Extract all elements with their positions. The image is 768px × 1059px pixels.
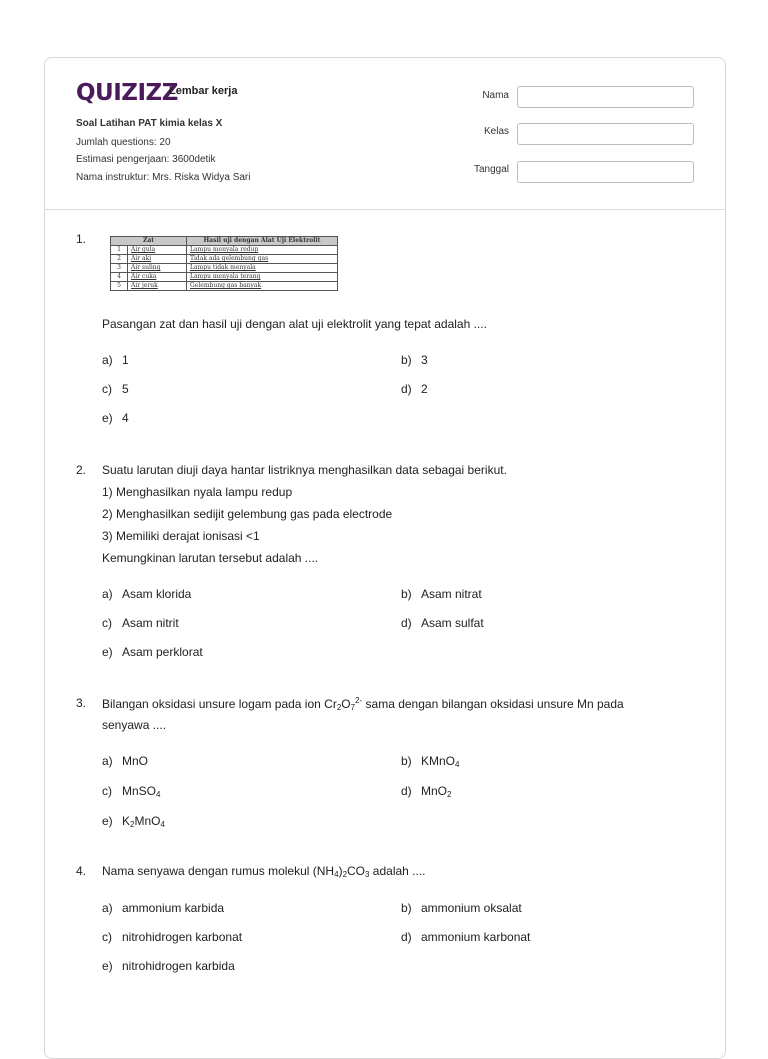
option-subscript: 4 xyxy=(160,820,165,829)
option-letter: a) xyxy=(102,587,113,601)
q2-option-e[interactable] xyxy=(102,645,203,659)
question-count: Jumlah questions: 20 xyxy=(76,137,171,148)
option-letter: a) xyxy=(102,901,113,915)
kelas-field[interactable] xyxy=(517,123,694,145)
q4-text-b: ) xyxy=(338,864,343,878)
question-2-line: Suatu larutan diuji daya hantar listriknya menghasilkan data sebagai berikut. xyxy=(102,463,507,477)
tanggal-label: Tanggal xyxy=(473,164,509,175)
row-number: 2 xyxy=(111,255,128,264)
q4-option-b[interactable] xyxy=(401,901,522,915)
q4-option-e[interactable] xyxy=(102,959,235,973)
q4-text-c: CO xyxy=(347,864,366,878)
q3-option-d[interactable] xyxy=(401,784,451,799)
option-letter: c) xyxy=(102,382,112,396)
table-row xyxy=(111,255,338,264)
row-zat: Air jeruk xyxy=(128,282,187,291)
option-text: 2 xyxy=(421,382,428,396)
worksheet-header xyxy=(45,58,725,210)
tanggal-field[interactable] xyxy=(517,161,694,183)
option-letter: b) xyxy=(401,353,412,367)
question-2-line: 1) Menghasilkan nyala lampu redup xyxy=(102,485,293,499)
q3-text-c: sama dengan bilangan oksidasi unsure Mn pada xyxy=(362,697,624,711)
option-subscript: 4 xyxy=(455,760,460,769)
q3-sub-o: 7 xyxy=(350,703,356,712)
option-text: MnO xyxy=(122,754,149,768)
q2-option-c[interactable] xyxy=(102,616,179,630)
q1-option-d[interactable] xyxy=(401,382,428,396)
row-hasil: Lampu menyala terang xyxy=(187,273,338,282)
option-text: 5 xyxy=(122,382,129,396)
option-letter: b) xyxy=(401,754,412,768)
q4-sub-1: 4 xyxy=(334,870,339,879)
q1-option-b[interactable] xyxy=(401,353,428,367)
option-letter: d) xyxy=(401,784,412,798)
row-hasil: Tidak ada gelembung gas xyxy=(187,255,338,264)
option-letter: a) xyxy=(102,754,113,768)
option-letter: d) xyxy=(401,930,412,944)
q2-option-b[interactable] xyxy=(401,587,482,601)
option-subscript: 4 xyxy=(156,790,161,799)
row-number: 1 xyxy=(111,246,128,255)
option-text: 3 xyxy=(421,353,428,367)
table-header-zat: Zat xyxy=(111,237,187,246)
worksheet-title: Soal Latihan PAT kimia kelas X xyxy=(76,118,223,129)
option-letter: c) xyxy=(102,616,112,630)
question-2-line: 2) Menghasilkan sedijit gelembung gas pada electrode xyxy=(102,507,393,521)
q3-option-b[interactable] xyxy=(401,754,459,769)
question-4-number: 4. xyxy=(76,864,87,878)
table-row xyxy=(111,273,338,282)
question-3-line2: senyawa .... xyxy=(102,718,167,732)
q3-sub-cr: 2 xyxy=(336,703,342,712)
row-hasil: Lampu tidak menyala xyxy=(187,264,338,273)
table-row xyxy=(111,264,338,273)
option-text: Asam nitrat xyxy=(421,587,482,601)
q2-option-d[interactable] xyxy=(401,616,484,630)
q3-text-b: O xyxy=(341,697,351,711)
q4-option-c[interactable] xyxy=(102,930,242,944)
row-number: 4 xyxy=(111,273,128,282)
option-subscript: 2 xyxy=(447,790,452,799)
question-2-line: 3) Memiliki derajat ionisasi <1 xyxy=(102,529,260,543)
option-letter: d) xyxy=(401,382,412,396)
option-letter: e) xyxy=(102,645,113,659)
q3-option-a[interactable] xyxy=(102,754,148,768)
option-text-mid: MnO xyxy=(134,814,161,828)
option-letter: c) xyxy=(102,930,112,944)
option-text: ammonium karbonat xyxy=(421,930,531,944)
q4-text-d: adalah .... xyxy=(369,864,426,878)
question-1-number: 1. xyxy=(76,232,87,246)
row-zat: Air suling xyxy=(128,264,187,273)
option-letter: e) xyxy=(102,959,113,973)
table-row xyxy=(111,282,338,291)
question-3-number: 3. xyxy=(76,696,87,710)
q3-option-c[interactable] xyxy=(102,784,160,799)
question-3-text xyxy=(102,696,624,712)
q4-option-a[interactable] xyxy=(102,901,224,915)
nama-label: Nama xyxy=(482,90,509,101)
option-letter: a) xyxy=(102,353,113,367)
option-letter: e) xyxy=(102,814,113,828)
option-text: 4 xyxy=(122,411,129,425)
q3-charge: 2- xyxy=(355,696,363,705)
q3-option-e[interactable] xyxy=(102,814,165,829)
option-text: nitrohidrogen karbida xyxy=(122,959,235,973)
table-header-hasil: Hasil uji dengan Alat Uji Elektrolit xyxy=(187,237,338,246)
option-text: K xyxy=(122,814,131,828)
row-hasil: Gelembung gas banyak xyxy=(187,282,338,291)
electrolyte-table xyxy=(110,236,338,291)
option-letter: b) xyxy=(401,587,412,601)
row-zat: Air aki xyxy=(128,255,187,264)
q1-option-a[interactable] xyxy=(102,353,129,367)
nama-field[interactable] xyxy=(517,86,694,108)
row-number: 5 xyxy=(111,282,128,291)
question-1-text: Pasangan zat dan hasil uji dengan alat uji elektrolit yang tepat adalah .... xyxy=(102,317,487,331)
q4-text-a: Nama senyawa dengan rumus molekul (NH xyxy=(102,864,335,878)
quizizz-logo: QUIZIZZ xyxy=(76,80,178,106)
option-text: MnO xyxy=(421,784,448,798)
table-row xyxy=(111,246,338,255)
option-text: Asam perklorat xyxy=(122,645,203,659)
option-text: Asam nitrit xyxy=(122,616,179,630)
option-text: nitrohidrogen karbonat xyxy=(122,930,243,944)
question-2-number: 2. xyxy=(76,463,87,477)
option-text: 1 xyxy=(122,353,129,367)
instructor-name: Nama instruktur: Mrs. Riska Widya Sari xyxy=(76,172,251,183)
q4-option-d[interactable] xyxy=(401,930,530,944)
option-text: Asam klorida xyxy=(122,587,192,601)
row-zat: Air gula xyxy=(128,246,187,255)
question-2-line: Kemungkinan larutan tersebut adalah .... xyxy=(102,551,319,565)
question-4-text xyxy=(102,864,426,879)
row-zat: Air cuka xyxy=(128,273,187,282)
option-text: KMnO xyxy=(421,754,456,768)
q1-option-c[interactable] xyxy=(102,382,129,396)
q3-text-a: Bilangan oksidasi unsure logam pada ion Cr xyxy=(102,697,337,711)
estimated-time: Estimasi pengerjaan: 3600detik xyxy=(76,154,216,165)
option-letter: e) xyxy=(102,411,113,425)
q4-sub-3: 3 xyxy=(365,870,370,879)
option-letter: c) xyxy=(102,784,112,798)
worksheet-subtitle: Lembar kerja xyxy=(169,85,238,97)
option-letter: b) xyxy=(401,901,412,915)
q2-option-a[interactable] xyxy=(102,587,191,601)
row-number: 3 xyxy=(111,264,128,273)
option-subscript: 2 xyxy=(130,820,135,829)
option-text: ammonium oksalat xyxy=(421,901,522,915)
option-text: ammonium karbida xyxy=(122,901,225,915)
row-hasil: Lampu menyala redup xyxy=(187,246,338,255)
kelas-label: Kelas xyxy=(483,126,509,137)
option-letter: d) xyxy=(401,616,412,630)
q1-option-e[interactable] xyxy=(102,411,129,425)
option-text: Asam sulfat xyxy=(421,616,484,630)
option-text: MnSO xyxy=(122,784,157,798)
q4-sub-2: 2 xyxy=(342,870,348,879)
